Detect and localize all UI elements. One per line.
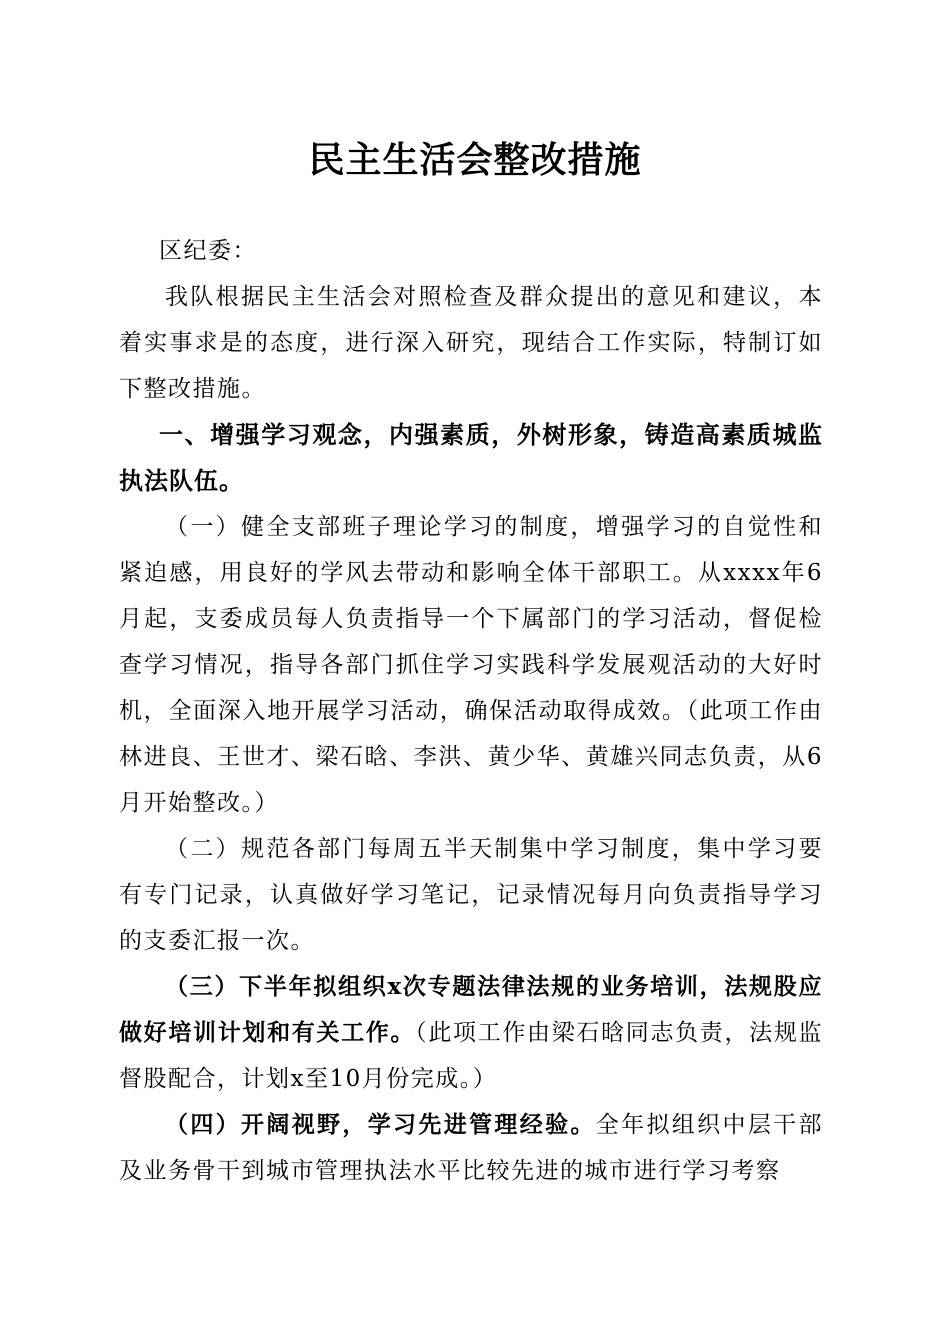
item-3-paragraph	[119, 964, 823, 1102]
item-4-lead: （四）开阔视野，学习先进管理经验。	[165, 1111, 596, 1138]
salutation: 区纪委：	[159, 238, 257, 264]
intro-paragraph: 我队根据民主生活会对照检查及群众提出的意见和建议，本着实事求是的态度，进行深入研究，现结合工作实际，特制订如下整改措施。	[119, 284, 823, 402]
section-1-heading: 一、增强学习观念，内强素质，外树形象，铸造高素质城监执法队伍。	[119, 421, 823, 495]
item-3-lead: （三）下半年拟组织x次专题法律法规的业务培训，法规股应做好培训计划和有关工作。	[119, 973, 823, 1046]
document-body	[119, 228, 823, 1194]
item-1-paragraph: （一）健全支部班子理论学习的制度，增强学习的自觉性和紧迫感，用良好的学风去带动和影响全体干部职工。从xxxx年6月起，支委成员每人负责指导一个下属部门的学习活动，督促检查学习情况，指导各部门抓住学习实践科学发展观活动的大好时机，全面深入地开展学习活动，确保活动取得成效。（此项工作由林进良、王世才、梁石晗、李洪、黄少华、黄雄兴同志负责，从6月开始整改。）	[119, 514, 823, 816]
item-4-paragraph	[119, 1102, 823, 1194]
item-2-paragraph: （二）规范各部门每周五半天制集中学习制度，集中学习要有专门记录，认真做好学习笔记，记录情况每月向负责指导学习的支委汇报一次。	[119, 836, 823, 954]
document-title: 民主生活会整改措施	[308, 139, 642, 181]
item-4-text: 全年拟组织中层干部及业务骨干到城市管理执法水平比较先进的城市进行学习考察	[119, 1112, 824, 1184]
item-3-note: （此项工作由梁石晗同志负责，法规监督股配合，计划x至10月份完成。）	[119, 1020, 824, 1092]
